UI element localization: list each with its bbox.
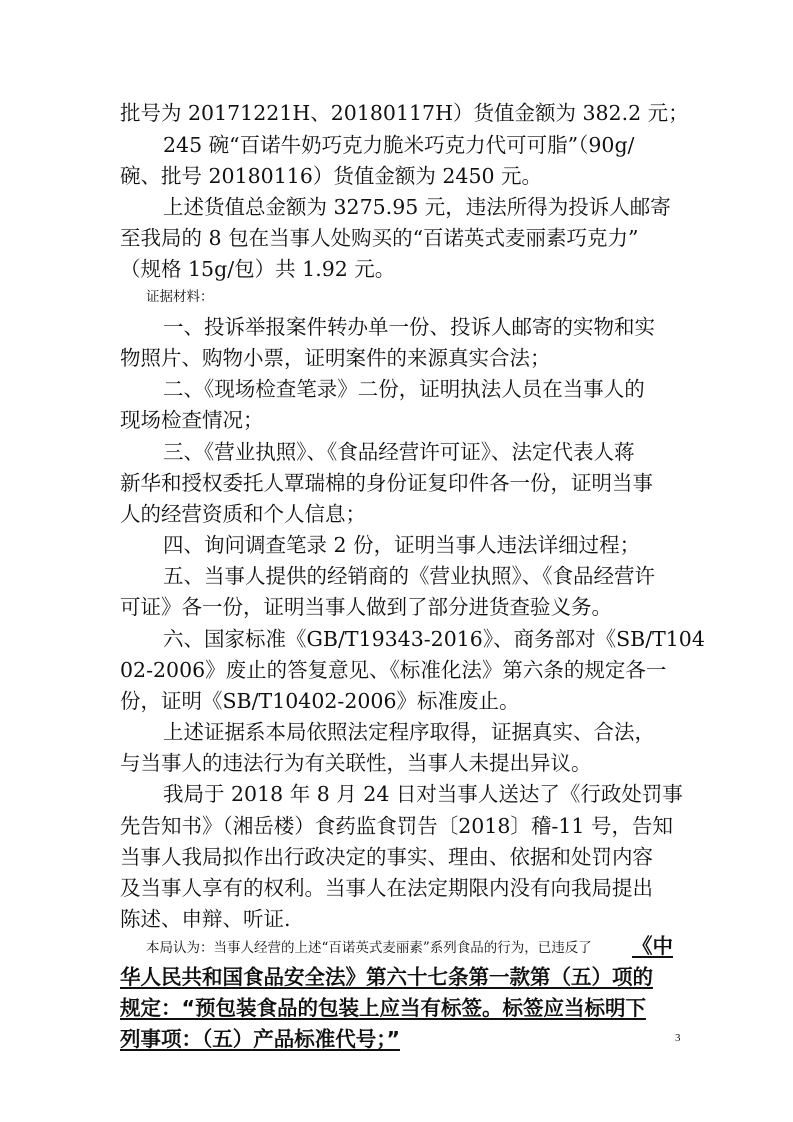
- law-citation-line: 列事项：（五）产品标准代号；”: [120, 1027, 400, 1051]
- conclusion-intro: 本局认为：当事人经营的上述“百诺英式麦丽素”系列食品的行为，已违反了: [146, 940, 592, 956]
- text-line: 现场检查情况；: [120, 408, 264, 432]
- text-line: 245 碗“百诺牛奶巧克力脆米巧克力代可可脂”（90g/: [163, 133, 635, 157]
- text-line: （规格 15g/包）共 1.92 元。: [120, 257, 396, 281]
- text-line: 人的经营资质和个人信息；: [120, 502, 366, 526]
- text-line: 六、国家标准《GB/T19343-2016》、商务部对《SB/T104: [163, 627, 705, 651]
- text-line: 批号为 20171221H、20180117H）货值金额为 382.2 元；: [120, 101, 689, 125]
- text-line: 我局于 2018 年 8 月 24 日对当事人送达了《行政处罚事: [163, 782, 683, 806]
- text-line: 新华和授权委托人覃瑞棉的身份证复印件各一份，证明当事: [120, 471, 653, 495]
- text-line: 三、《营业执照》、《食品经营许可证》、法定代表人蒋: [163, 440, 635, 464]
- text-line: 与当事人的违法行为有关联性，当事人未提出异议。: [120, 751, 592, 775]
- text-line: 份，证明《SB/T10402-2006》标准废止。: [120, 689, 520, 713]
- law-citation-line: 华人民共和国食品安全法》第六十七条第一款第（五）项的: [120, 965, 653, 989]
- text-line: 02-2006》废止的答复意见、《标准化法》第六条的规定各一: [120, 658, 667, 682]
- text-line: 二、《现场检查笔录》二份，证明执法人员在当事人的: [163, 377, 645, 401]
- text-line: 先告知书》（湘岳楼）食药监食罚告〔2018〕稽-11 号，告知: [120, 814, 673, 838]
- text-line: 四、询问调查笔录 2 份，证明当事人违法详细过程；: [163, 533, 641, 557]
- section-label: 证据材料：: [146, 289, 214, 305]
- text-line: 上述证据系本局依照法定程序取得，证据真实、合法，: [163, 720, 655, 744]
- law-citation-line: 规定：“预包装食品的包装上应当有标签。标签应当标明下: [120, 996, 646, 1020]
- page-number: 3: [675, 1032, 681, 1044]
- text-line: 及当事人享有的权利。当事人在法定期限内没有向我局提出: [120, 876, 653, 900]
- text-line: 五、当事人提供的经销商的《营业执照》、《食品经营许: [163, 564, 655, 588]
- text-line: 陈述、申辩、听证.: [120, 907, 291, 931]
- text-line: 一、投诉举报案件转办单一份、投诉人邮寄的实物和实: [163, 315, 655, 339]
- text-line: 当事人我局拟作出行政决定的事实、理由、依据和处罚内容: [120, 845, 653, 869]
- text-line: 至我局的 8 包在当事人处购买的“百诺英式麦丽素巧克力”: [120, 226, 639, 250]
- law-citation-start: 《中: [632, 934, 673, 958]
- text-line: 物照片、购物小票，证明案件的来源真实合法；: [120, 346, 551, 370]
- text-line: 碗、批号 20180116）货值金额为 2450 元。: [120, 164, 543, 188]
- text-line: 可证》各一份，证明当事人做到了部分进货查验义务。: [120, 595, 612, 619]
- text-line: 上述货值总金额为 3275.95 元，违法所得为投诉人邮寄: [163, 195, 671, 219]
